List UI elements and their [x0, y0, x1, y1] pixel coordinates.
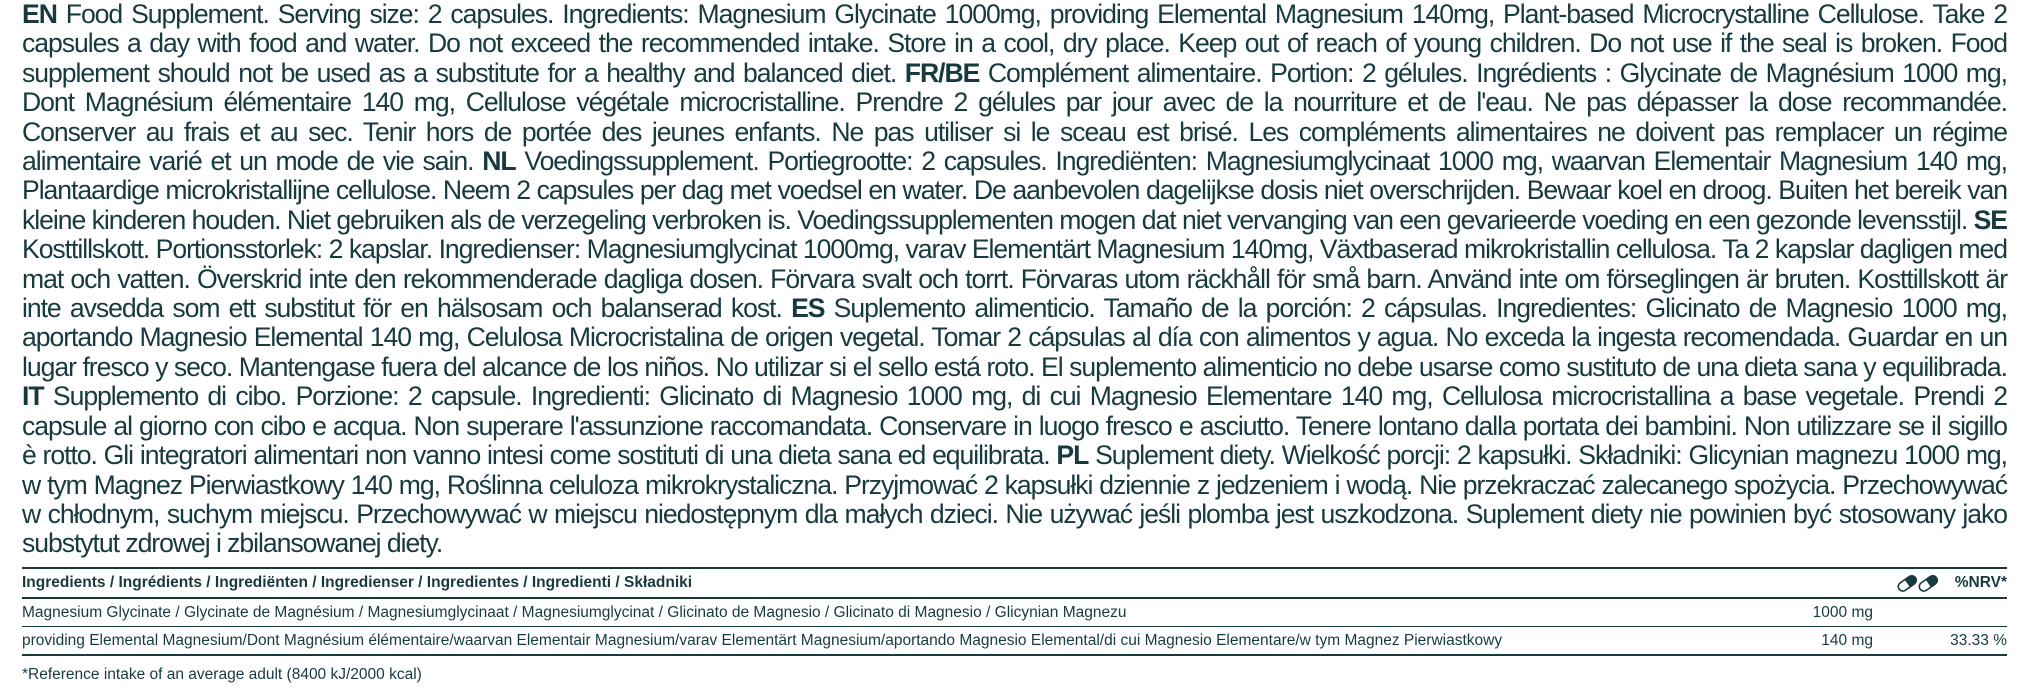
- ingredients-table: [22, 567, 2007, 684]
- two-capsules-icon: [1895, 573, 1941, 593]
- lang-code-es: ES: [791, 293, 825, 324]
- table-header: [22, 569, 2007, 597]
- ingredient-amount: 1000 mg: [1812, 603, 1873, 621]
- lang-code-pl: PL: [1056, 440, 1089, 471]
- label-text-pl: Suplement diety. Wielkość porcji: 2 kapsułki. Składniki: Glicynian magnezu 1000 mg, w tym Magnez Pierwiastkowy 140 mg, Roślinna celuloza mikrokrystaliczna. Przyjmować 2 kapsułki dziennie z jedzeniem i wodą. Nie przekraczać zalecanego spożycia. Przechowywać w chłodnym, suchym miejscu. Przechowywać w miejscu niedostępnym dla małych dzieci. Nie używać jeśli plomba jest uszkodzona. Suplement diety nie powinien być stosowany jako substytut zdrowej i zbilansowanej diety.: [22, 440, 2008, 559]
- multilingual-label-text: [22, 0, 2007, 559]
- lang-code-se: SE: [1973, 204, 2007, 235]
- table-bottom-rule: [22, 654, 2007, 656]
- ingredients-header-label: Ingredients / Ingrédients / Ingrediënten / Ingredienser / Ingredientes / Ingredienti / Składniki: [22, 574, 693, 591]
- lang-code-it: IT: [22, 381, 44, 412]
- ingredient-nrv: 33.33 %: [1950, 631, 2007, 649]
- nrv-header: %NRV*: [1954, 574, 2007, 591]
- table-row: [22, 627, 2007, 654]
- lang-code-fr: FR/BE: [904, 57, 980, 88]
- label-text-es: Suplemento alimenticio. Tamaño de la porción: 2 cápsulas. Ingredientes: Glicinato de Magnesio 1000 mg, aportando Magnesio Elemental 140 mg, Celulosa Microcristalina de origen vegetal. Tomar 2 cápsulas al día con alimentos y agua. No exceda la ingesta recomendada. Guardar en un lugar fresco y seco. Mantengase fuera del alcance de los niños. No utilizar si el sello está roto. El suplemento alimenticio no debe usarse como sustituto de una dieta sana y equilibrada.: [22, 293, 2007, 382]
- label-text-fr: Complément alimentaire. Portion: 2 gélules. Ingrédients : Glycinate de Magnésium 1000 mg, Dont Magnésium élémentaire 140 mg, Cellulose végétale microcristalline. Prendre 2 gélules par jour avec de la nourriture et de l'eau. Ne pas dépasser la dose recommandée. Conserver au frais et au sec. Tenir hors de portée des jeunes enfants. Ne pas utiliser si le sceau est brisé. Les compléments alimentaires ne doivent pas remplacer un régime alimentaire varié et un mode de vie sain.: [22, 57, 2007, 177]
- label-text-se: Kosttillskott. Portionsstorlek: 2 kapslar. Ingredienser: Magnesiumglycinat 1000mg, varav Elementärt Magnesium 140mg, Växtbaserad mikrokristallin cellulosa. Ta 2 kapslar dagligen med mat och vatten. Överskrid inte den rekommenderade dagliga dosen. Förvara svalt och torrt. Förvaras utom räckhåll för små barn. Använd inte om förseglingen är bruten. Kosttillskott är inte avsedda som ett substitut för en hälsosam och balanserad kost.: [22, 234, 2007, 324]
- lang-code-en: EN: [22, 0, 57, 29]
- label-text-en: Food Supplement. Serving size: 2 capsules. Ingredients: Magnesium Glycinate 1000mg, providing Elemental Magnesium 140mg, Plant-based Microcrystalline Cellulose. Take 2 capsules a day with food and water. Do not exceed the recommended intake. Store in a cool, dry place. Keep out of reach of young children. Do not use if the seal is broken. Food supplement should not be used as a substitute for a healthy and balanced diet.: [22, 0, 2007, 88]
- ingredient-name: providing Elemental Magnesium/Dont Magnésium élémentaire/waarvan Elementair Magnesium/varav Elementärt Magnesium/aportando Magnesio Elemental/di cui Magnesio Elementare/w tym Magnez Pierwiastkowy: [22, 631, 1503, 649]
- ingredient-name: Magnesium Glycinate / Glycinate de Magnésium / Magnesiumglycinaat / Magnesiumglycinat / Glicinato de Magnesio / Glicinato di Magnesio / Glicynian Magnezu: [22, 603, 1127, 621]
- label-text-it: Supplemento di cibo. Porzione: 2 capsule. Ingredienti: Glicinato di Magnesio 1000 mg, di cui Magnesio Elementare 140 mg, Cellulosa microcristallina a base vegetale. Prendi 2 capsule al giorno con cibo e acqua. Non superare l'assunzione raccomandata. Conservare in luogo fresco e asciutto. Tenere lontano dalla portata dei bambini. Non utilizzare se il sigillo è rotto. Gli integratori alimentari non vanno intesi come sostituti di una dieta sana ed equilibrata.: [22, 381, 2007, 471]
- ingredient-amount: 140 mg: [1821, 631, 1873, 649]
- label-text-nl: Voedingssupplement. Portiegrootte: 2 capsules. Ingrediënten: Magnesiumglycinaat 1000 mg, waarvan Elementair Magnesium 140 mg, Plantaardige microkristallijne cellulose. Neem 2 capsules per dag met voedsel en water. De aanbevolen dagelijkse dosis niet overschrijden. Bewaar koel en droog. Buiten het bereik van kleine kinderen houden. Niet gebruiken als de verzegeling verbroken is. Voedingssupplementen mogen dat niet vervanging van een gevarieerde voeding en een gezonde levensstijl.: [22, 146, 2007, 235]
- lang-code-nl: NL: [482, 146, 516, 177]
- reference-intake-footnote: *Reference intake of an average adult (8400 kJ/2000 kcal): [22, 666, 422, 683]
- table-row: [22, 599, 2007, 626]
